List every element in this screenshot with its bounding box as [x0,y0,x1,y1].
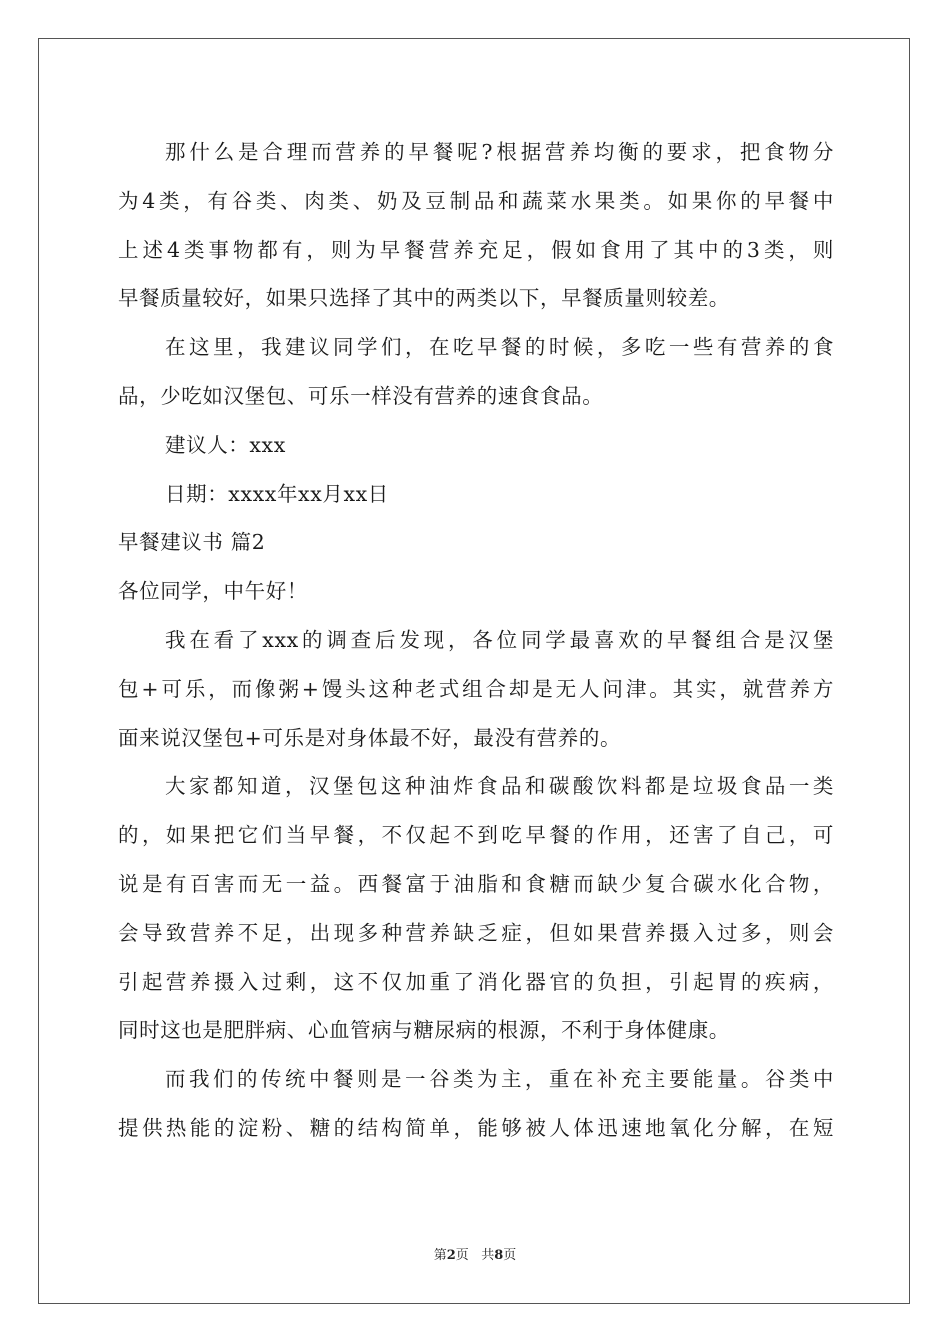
page-footer [0,1244,950,1263]
text-line: 各位同学，中午好！ [118,579,308,604]
text-line: 品，少吃如汉堡包、可乐一样没有营养的速食食品。 [118,383,604,408]
text-line: 我在看了xxx的调查后发现，各位同学最喜欢的早餐组合是汉堡 [165,627,834,652]
text-line: 引起营养摄入过剩，这不仅加重了消化器官的负担，引起胃的疾病， [118,969,834,994]
text-line: 上述4类事物都有，则为早餐营养充足，假如食用了其中的3类，则 [118,237,834,262]
footer-total-prefix: 共 [481,1248,495,1263]
footer-page-suffix: 页 [455,1248,469,1263]
text-line: 大家都知道，汉堡包这种油炸食品和碳酸饮料都是垃圾食品一类 [165,774,834,799]
document-body [118,128,834,1153]
text-line: 早餐建议书 篇2 [118,530,266,555]
text-line: 说是有百害而无一益。西餐富于油脂和食糖而缺少复合碳水化合物， [118,871,834,896]
text-line: 早餐质量较好，如果只选择了其中的两类以下，早餐质量则较差。 [118,286,730,311]
footer-total-suffix: 页 [503,1248,517,1263]
text-line: 提供热能的淀粉、糖的结构简单，能够被人体迅速地氧化分解，在短 [118,1115,834,1140]
text-line: 在这里，我建议同学们，在吃早餐的时候，多吃一些有营养的食 [165,335,834,360]
text-line: 同时这也是肥胖病、心血管病与糖尿病的根源，不利于身体健康。 [118,1018,730,1043]
text-line: 面来说汉堡包+可乐是对身体最不好，最没有营养的。 [118,725,622,750]
footer-total-pages: 8 [494,1248,504,1263]
text-line: 日期：xxxx年xx月xx日 [165,481,389,506]
footer-page-number: 2 [446,1248,456,1263]
text-line: 而我们的传统中餐则是一谷类为主，重在补充主要能量。谷类中 [165,1067,834,1092]
text-line: 包+可乐，而像粥+馒头这种老式组合却是无人问津。其实，就营养方 [118,676,834,701]
text-line: 建议人：xxx [165,432,286,457]
text-line: 会导致营养不足，出现多种营养缺乏症，但如果营养摄入过多，则会 [118,920,834,945]
text-line: 为4类，有谷类、肉类、奶及豆制品和蔬菜水果类。如果你的早餐中 [118,188,834,213]
text-line: 的，如果把它们当早餐，不仅起不到吃早餐的作用，还害了自己，可 [118,823,834,848]
footer-page-prefix: 第 [433,1248,447,1263]
text-line: 那什么是合理而营养的早餐呢?根据营养均衡的要求，把食物分 [165,140,834,164]
